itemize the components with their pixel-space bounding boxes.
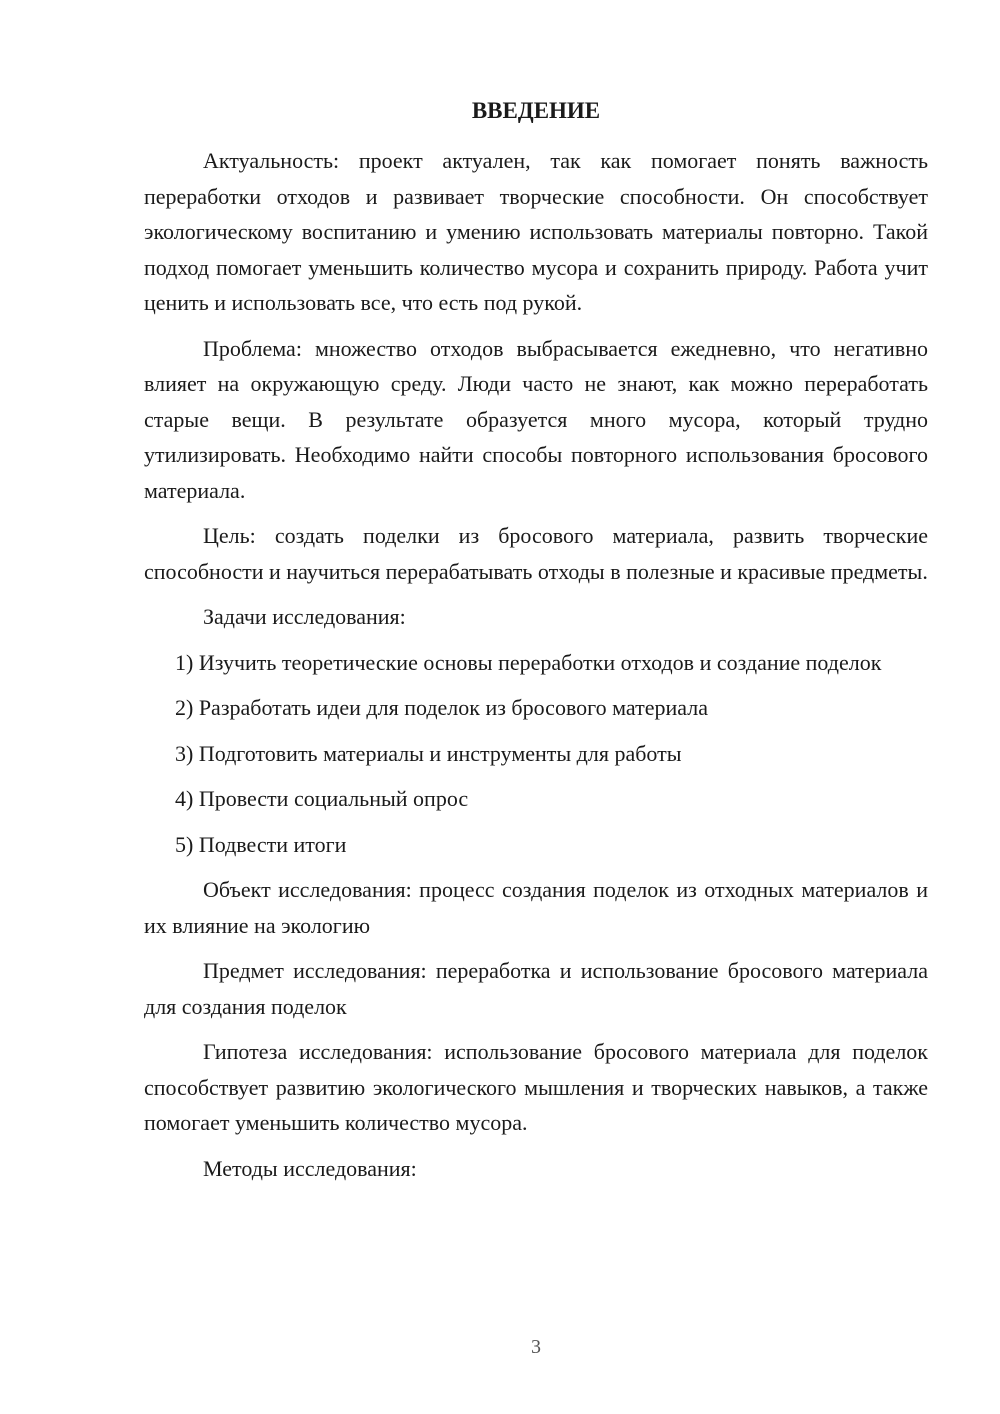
task-item-3: 3) Подготовить материалы и инструменты для работы bbox=[175, 740, 682, 766]
task-item-4: 4) Провести социальный опрос bbox=[175, 786, 469, 811]
methods-heading: Методы исследования: bbox=[203, 1155, 417, 1181]
page-title: ВВЕДЕНИЕ bbox=[471, 98, 601, 123]
document-body bbox=[144, 143, 928, 1196]
tasks-heading: Задачи исследования: bbox=[203, 604, 406, 629]
task-item-1: 1) Изучить теоретические основы переработки отходов и создание поделок bbox=[175, 649, 882, 675]
page-number: 3 bbox=[531, 1336, 541, 1358]
task-item-2: 2) Разработать идеи для поделок из бросового материала bbox=[175, 695, 708, 720]
paragraph-goal: Цель: создать поделки из бросового материала, развить творческие способности и научиться перерабатывать отходы в полезные и красивые предметы. bbox=[144, 523, 928, 584]
paragraph-subject: Предмет исследования: переработка и использование бросового материала для создания поделок bbox=[144, 958, 928, 1019]
paragraph-relevance: Актуальность: проект актуален, так как помогает понять важность переработки отходов и развивает творческие способности. Он способствует экологическому воспитанию и умению использовать материалы повторно. Такой подход помогает уменьшить количество мусора и сохранить природу. Работа учит ценить и использовать все, что есть под рукой. bbox=[144, 148, 928, 315]
paragraph-hypothesis: Гипотеза исследования: использование бросового материала для поделок способствует развитию экологического мышления и творческих навыков, а также помогает уменьшить количество мусора. bbox=[144, 1039, 928, 1135]
task-item-5: 5) Подвести итоги bbox=[175, 831, 347, 857]
paragraph-problem: Проблема: множество отходов выбрасывается ежедневно, что негативно влияет на окружающую среду. Люди часто не знают, как можно переработать старые вещи. В результате образуется много мусора, который трудно утилизировать. Необходимо найти способы повторного использования бросового материала. bbox=[144, 335, 928, 503]
paragraph-object: Объект исследования: процесс создания поделок из отходных материалов и их влияние на экологию bbox=[144, 877, 928, 938]
